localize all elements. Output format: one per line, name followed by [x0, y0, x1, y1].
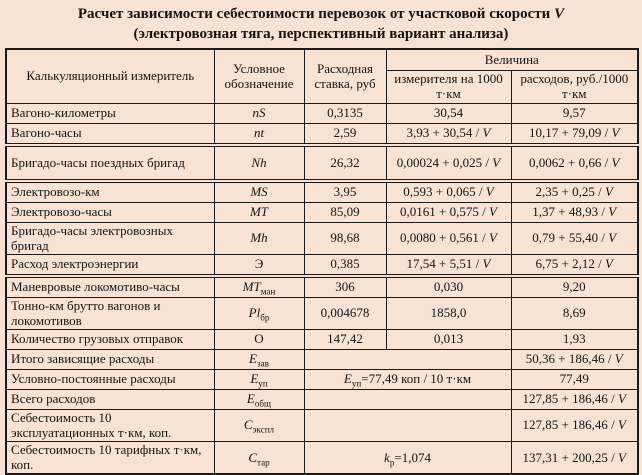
rate-cell: 26,32 — [304, 145, 386, 181]
measure-cell: 0,0161 + 0,575 / V — [386, 203, 511, 223]
cost-cell: 0,79 + 55,40 / V — [511, 223, 638, 255]
rate-cell: 2,59 — [304, 124, 386, 146]
symbol-cell: $Pl_{бр}$ — [214, 298, 304, 330]
row-label: Итого зависящие расходы — [6, 350, 214, 370]
symbol-cell: Mh — [214, 223, 304, 255]
table-row — [6, 276, 638, 298]
row-label: Себестоимость 10 эксплуатационных т·км, коп. — [6, 410, 214, 442]
row-label: Электровозо-часы — [6, 203, 214, 223]
symbol-cell: $C_{экспл}$ — [214, 410, 304, 442]
measure-cell: 0,593 + 0,065 / V — [386, 181, 511, 203]
row-label: Себестоимость 10 тарифных т·км, коп. — [6, 442, 214, 475]
title-line-2: (электровозная тяга, перспективный вариант анализа) — [133, 25, 509, 42]
table-row — [6, 255, 638, 277]
table-row — [6, 203, 638, 223]
cost-cell: 6,75 + 2,12 / V — [511, 255, 638, 277]
merged-cell — [304, 390, 511, 410]
symbol-cell: О — [214, 330, 304, 350]
table-row — [6, 298, 638, 330]
header-calc-measure: Калькуляционный измеритель — [6, 49, 214, 104]
symbol-cell: nS — [214, 104, 304, 124]
table-row — [6, 181, 638, 203]
cost-cell: 50,36 + 186,46 / V — [511, 350, 638, 370]
table-row — [6, 223, 638, 255]
row-label: Тонно-км брутто вагонов и локомотивов — [6, 298, 214, 330]
merged-cell — [304, 410, 511, 442]
rate-cell: 98,68 — [304, 223, 386, 255]
rate-cell: 306 — [304, 276, 386, 298]
table-row — [6, 104, 638, 124]
header-cost-per-1000: расходов, руб./1000 т·км — [511, 71, 638, 104]
measure-cell: 3,93 + 30,54 / V — [386, 124, 511, 146]
row-label: Электровозо-км — [6, 181, 214, 203]
row-label: Количество грузовых отправок — [6, 330, 214, 350]
rate-cell: 147,42 — [304, 330, 386, 350]
symbol-cell: $C_{тар}$ — [214, 442, 304, 475]
row-label: Всего расходов — [6, 390, 214, 410]
symbol-cell: MT — [214, 203, 304, 223]
header-rate: Расходная ставка, руб — [304, 49, 386, 104]
title-line-1: Расчет зависимости себестоимости перевозок от участковой скорости V — [77, 6, 565, 22]
symbol-cell: $MT_{ман}$ — [214, 276, 304, 298]
header-group-value: Величина — [386, 49, 638, 71]
measure-cell: 30,54 — [386, 104, 511, 124]
symbol-cell: Э — [214, 255, 304, 277]
symbol-cell: nt — [214, 124, 304, 146]
cost-table — [5, 48, 639, 475]
cost-cell: 127,85 + 186,46 / V — [511, 410, 638, 442]
measure-cell: 0,0080 + 0,561 / V — [386, 223, 511, 255]
symbol-cell: $E_{уп}$ — [214, 370, 304, 390]
symbol-cell: Nh — [214, 145, 304, 181]
cost-cell: 1,93 — [511, 330, 638, 350]
measure-cell: 1858,0 — [386, 298, 511, 330]
cost-cell: 137,31 + 200,25 / V — [511, 442, 638, 475]
rate-cell: 0,004678 — [304, 298, 386, 330]
measure-cell: 0,030 — [386, 276, 511, 298]
summary-row — [6, 370, 638, 390]
summary-row — [6, 410, 638, 442]
row-label: Маневровые локомотиво-часы — [6, 276, 214, 298]
rate-cell: 0,385 — [304, 255, 386, 277]
measure-cell: 0,013 — [386, 330, 511, 350]
table-row — [6, 145, 638, 181]
symbol-cell: MS — [214, 181, 304, 203]
measure-cell: 0,00024 + 0,025 / V — [386, 145, 511, 181]
measure-cell: 17,54 + 5,51 / V — [386, 255, 511, 277]
page-title — [5, 5, 637, 44]
cost-cell: 9,20 — [511, 276, 638, 298]
table-row — [6, 330, 638, 350]
merged-cell: $k_р=1,074$ — [304, 442, 511, 475]
header-measure-per-1000: измерителя на 1000 т·км — [386, 71, 511, 104]
cost-cell: 127,85 + 186,46 / V — [511, 390, 638, 410]
cost-cell: 9,57 — [511, 104, 638, 124]
summary-row — [6, 390, 638, 410]
row-label: Бригадо-часы электровозных бригад — [6, 223, 214, 255]
row-label: Бригадо-часы поездных бригад — [6, 145, 214, 181]
merged-cell: $E_{уп}=77,49$ коп / 10 т·км — [304, 370, 511, 390]
cost-cell: 2,35 + 0,25 / V — [511, 181, 638, 203]
cost-cell: 1,37 + 48,93 / V — [511, 203, 638, 223]
rate-cell: 0,3135 — [304, 104, 386, 124]
symbol-cell: $E_{общ}$ — [214, 390, 304, 410]
header-row-1 — [6, 49, 638, 71]
rate-cell: 3,95 — [304, 181, 386, 203]
summary-row — [6, 350, 638, 370]
merged-cell — [304, 350, 511, 370]
cost-cell: 0,0062 + 0,66 / V — [511, 145, 638, 181]
summary-row — [6, 442, 638, 475]
cost-cell: 8,69 — [511, 298, 638, 330]
row-label: Расход электроэнергии — [6, 255, 214, 277]
row-label: Вагоно-часы — [6, 124, 214, 146]
symbol-cell: $E_{зав}$ — [214, 350, 304, 370]
row-label: Вагоно-километры — [6, 104, 214, 124]
rate-cell: 85,09 — [304, 203, 386, 223]
header-symbol: Условное обозначение — [214, 49, 304, 104]
cost-cell: 10,17 + 79,09 / V — [511, 124, 638, 146]
table-row — [6, 124, 638, 146]
cost-cell: 77,49 — [511, 370, 638, 390]
row-label: Условно-постоянные расходы — [6, 370, 214, 390]
